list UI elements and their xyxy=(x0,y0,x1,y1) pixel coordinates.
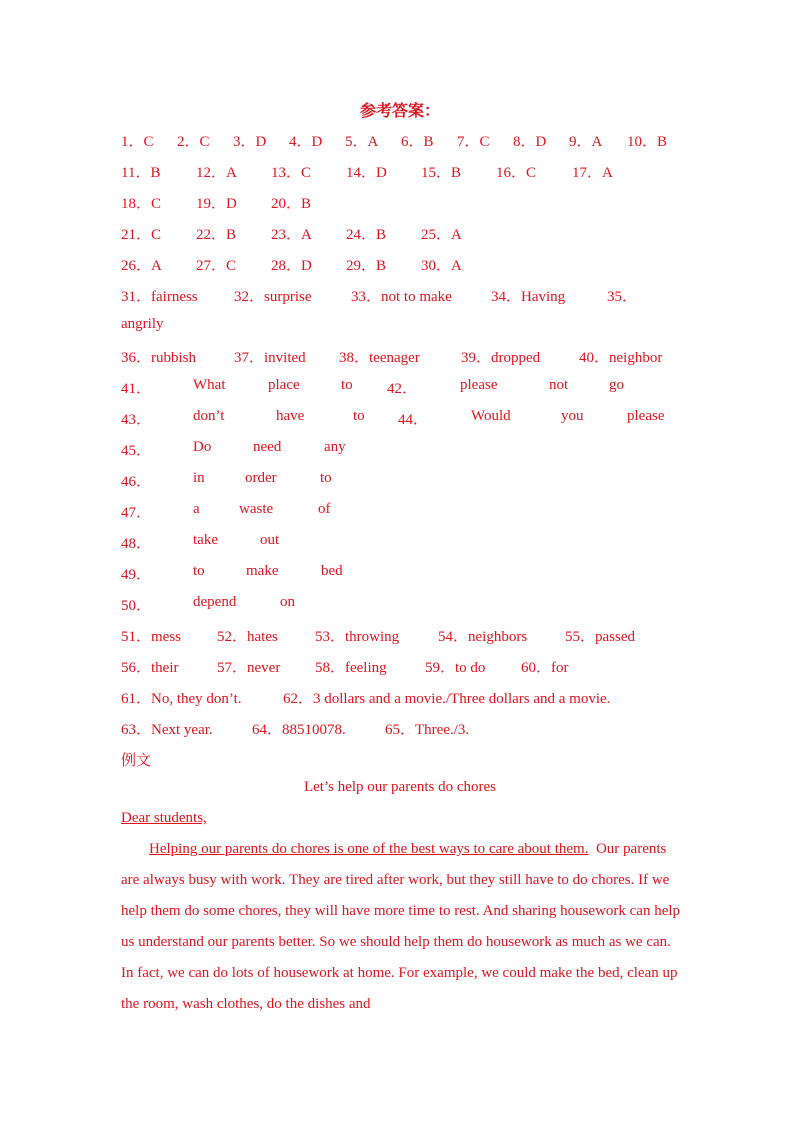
answer-row-15 xyxy=(121,594,681,616)
answer-word: to xyxy=(320,470,332,486)
answer: 6．B xyxy=(401,134,434,150)
answer: 57．never xyxy=(217,660,281,676)
answer: 18．C xyxy=(121,196,162,212)
answer-row-9 xyxy=(121,408,681,430)
answer: 1．C xyxy=(121,134,154,150)
answer: 4．D xyxy=(289,134,323,150)
topic-sentence: Helping our parents do chores is one of the best ways to care about them. xyxy=(149,841,589,857)
answer: 56．their xyxy=(121,660,179,676)
answer: 24．B xyxy=(346,227,387,243)
answer: 16．C xyxy=(496,165,537,181)
answer: 31．fairness xyxy=(121,289,198,305)
answer-row-13 xyxy=(121,532,681,554)
answer-number: 50． xyxy=(121,598,152,614)
sample-essay-label: 例文 xyxy=(121,751,152,769)
answer: 17．A xyxy=(572,165,613,181)
answer: 51．mess xyxy=(121,629,182,645)
answer-word: depend xyxy=(193,594,237,610)
answer: 26．A xyxy=(121,258,162,274)
answer-word: need xyxy=(253,439,282,455)
page-title: 参考答案： xyxy=(359,101,440,120)
answer: 12．A xyxy=(196,165,237,181)
answer-word: out xyxy=(260,532,280,548)
answer-row-1 xyxy=(121,130,681,152)
answer-row-2 xyxy=(121,161,681,183)
answer-word: Would xyxy=(471,408,511,424)
answer-word: make xyxy=(246,563,279,579)
answer-word: to xyxy=(353,408,365,424)
answer-number: 45． xyxy=(121,443,152,459)
answer: 61．No, they don’t. xyxy=(121,691,242,707)
answer-row-12 xyxy=(121,501,681,523)
answer-number: 49． xyxy=(121,567,152,583)
answer: 3．D xyxy=(233,134,267,150)
answer: 36．rubbish xyxy=(121,350,197,366)
answer: 60．for xyxy=(521,660,569,676)
answer: 28．D xyxy=(271,258,312,274)
answer-row-3 xyxy=(121,192,681,214)
answer: 34．Having xyxy=(491,289,566,305)
answer: 58．feeling xyxy=(315,660,387,676)
answer-row-16 xyxy=(121,625,681,647)
answer: 20．B xyxy=(271,196,312,212)
answer-number: 42． xyxy=(387,381,418,397)
answer-word: in xyxy=(193,470,205,486)
answer-word: have xyxy=(276,408,305,424)
answer: 54．neighbors xyxy=(438,629,528,645)
answer: 30．A xyxy=(421,258,462,274)
answer-row-4 xyxy=(121,223,681,245)
answer: 29．B xyxy=(346,258,387,274)
answer: 40．neighbor xyxy=(579,350,663,366)
answer-number: 41． xyxy=(121,381,152,397)
answer-row-17 xyxy=(121,656,681,678)
answer-word: to xyxy=(193,563,205,579)
answer-word: not xyxy=(549,377,569,393)
answer: 19．D xyxy=(196,196,237,212)
answer: 38．teenager xyxy=(339,350,420,366)
answer: 2．C xyxy=(177,134,210,150)
answer: 11．B xyxy=(121,165,161,181)
answer: 65．Three./3. xyxy=(385,722,470,738)
answer-word: bed xyxy=(321,563,343,579)
answer-number: 47． xyxy=(121,505,152,521)
answer: 39．dropped xyxy=(461,350,541,366)
answer-word: order xyxy=(245,470,277,486)
answer: 13．C xyxy=(271,165,312,181)
essay-greeting: Dear students, xyxy=(121,810,207,826)
answer-word: Do xyxy=(193,439,212,455)
answer: 5．A xyxy=(345,134,379,150)
answer-row-11 xyxy=(121,470,681,492)
answer: 35． xyxy=(607,289,638,305)
answer: 52．hates xyxy=(217,629,278,645)
answer-row-8 xyxy=(121,377,681,399)
answer: 33．not to make xyxy=(351,289,452,305)
answer-row-19 xyxy=(121,718,681,740)
answer-word: to xyxy=(341,377,353,393)
answer-row-10 xyxy=(121,439,681,461)
answer: 15．B xyxy=(421,165,462,181)
answer: 32．surprise xyxy=(234,289,312,305)
answer-row-5 xyxy=(121,254,681,276)
answer-word: place xyxy=(268,377,300,393)
answer-number: 43． xyxy=(121,412,152,428)
answer: 25．A xyxy=(421,227,462,243)
answer: 9．A xyxy=(569,134,603,150)
answer: 23．A xyxy=(271,227,312,243)
answer-word: a xyxy=(193,501,200,517)
answer-continuation: angrily xyxy=(121,316,164,332)
answer: 37．invited xyxy=(234,350,306,366)
answer-word: waste xyxy=(239,501,274,517)
answer: 62．3 dollars and a movie./Three dollars and a movie. xyxy=(283,691,611,707)
answer: 22．B xyxy=(196,227,237,243)
essay-body: Our parents are always busy with work. They are tired after work, but they still have to do chores. If we help them do some chores, they will have more time to rest. And sharing housework can help us understand our parents better. So we should help them do housework as much as we can. In fact, we can do lots of housework at home. For example, we could make the bed, clean up the room, wash clothes, do the dishes and xyxy=(121,841,681,1012)
answer-word: take xyxy=(193,532,218,548)
answer-word: please xyxy=(627,408,665,424)
answer-number: 44． xyxy=(398,412,429,428)
essay-title: Let’s help our parents do chores xyxy=(303,779,497,795)
answer: 21．C xyxy=(121,227,162,243)
answer-word: don’t xyxy=(193,408,225,424)
answer: 64．88510078. xyxy=(252,722,346,738)
answer-word: you xyxy=(561,408,584,424)
answer-word: of xyxy=(318,501,331,517)
answer-word: on xyxy=(280,594,295,610)
answer-number: 46． xyxy=(121,474,152,490)
answer-row-18 xyxy=(121,687,681,709)
answer: 10．B xyxy=(627,134,668,150)
answer: 14．D xyxy=(346,165,387,181)
answer-number: 48． xyxy=(121,536,152,552)
answer-row-7 xyxy=(121,346,681,368)
answer: 59．to do xyxy=(425,660,486,676)
answer: 7．C xyxy=(457,134,490,150)
answer: 55．passed xyxy=(565,629,635,645)
answer: 8．D xyxy=(513,134,547,150)
answer-row-6 xyxy=(121,285,681,307)
answer-row-14 xyxy=(121,563,681,585)
answer: 27．C xyxy=(196,258,237,274)
answer-word: please xyxy=(460,377,498,393)
answer: 53．throwing xyxy=(315,629,400,645)
answer-word: go xyxy=(609,377,624,393)
answer-word: any xyxy=(324,439,346,455)
essay-paragraph xyxy=(121,834,681,1020)
answer-word: What xyxy=(193,377,226,393)
answer: 63．Next year. xyxy=(121,722,213,738)
